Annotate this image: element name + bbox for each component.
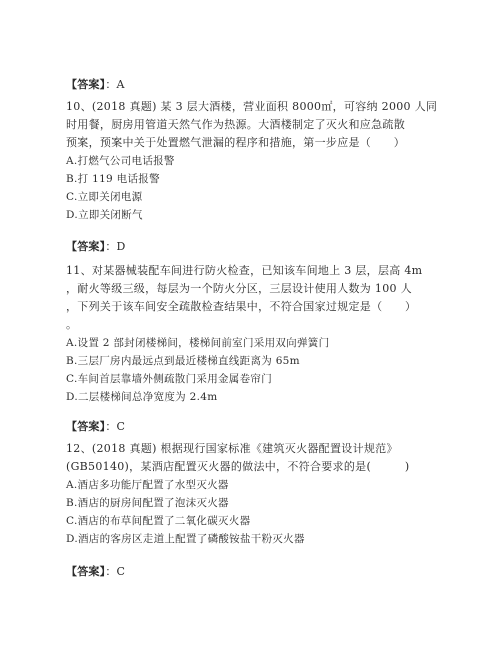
option-b: B.三层厂房内最远点到最近楼梯直线距离为 65m <box>66 355 300 367</box>
option-b: B.酒店的厨房间配置了泡沫灭火器 <box>66 497 229 509</box>
option-d: D.立即关闭断气 <box>66 209 143 221</box>
question-stem-line: 预案，预案中关于处置燃气泄漏的程序和措施，第一步应是（ ） <box>66 136 405 149</box>
option-c: C.车间首层靠墙外侧疏散门采用金属卷帘门 <box>66 373 272 385</box>
question-stem-line: ，下列关于该车间安全疏散检查结果中，不符合国家过规定是（ ） <box>66 300 417 313</box>
answer-value: C <box>116 565 126 578</box>
answer-label: 【答案】 <box>66 78 106 91</box>
answer-label: 【答案】 <box>66 240 106 253</box>
option-a: A.打燃气公司电话报警 <box>66 155 175 167</box>
question-stem-line: 时用餐，厨房用管道天然气作为热源。大酒楼制定了灭火和应急疏散 <box>66 118 405 131</box>
question-stem-line: 。 <box>66 318 78 331</box>
question-12 <box>66 440 438 548</box>
question-stem-line: 11、对某器械装配车间进行防火检查，已知该车间地上 3 层，层高 4m <box>66 264 423 277</box>
answer-block <box>66 238 126 254</box>
option-a: A.设置 2 部封闭楼梯间，楼梯间前室门采用双向弹簧门 <box>66 337 330 349</box>
answer-block <box>66 418 125 434</box>
answer-label: 【答案】 <box>66 420 106 433</box>
answer-value: D <box>116 240 126 253</box>
question-stem-line: 12、(2018 真题) 根据现行国家标准《建筑灭火器配置设计规范》 <box>66 442 398 455</box>
answer-separator: ： <box>105 565 117 578</box>
option-d: D.酒店的客房区走道上配置了磷酸铵盐干粉灭火器 <box>66 533 305 545</box>
question-11 <box>66 262 438 406</box>
question-stem-line: (GB50140)，某酒店配置灭火器的做法中，不符合要求的是( ) <box>66 460 410 473</box>
answer-block <box>66 563 125 579</box>
question-10 <box>66 98 438 224</box>
option-a: A.酒店多功能厅配置了水型灭火器 <box>66 479 229 491</box>
option-c: C.立即关闭电源 <box>66 191 143 203</box>
answer-block <box>66 76 125 92</box>
answer-label: 【答案】 <box>66 565 106 578</box>
answer-separator: ： <box>105 420 117 433</box>
answer-separator: ： <box>105 240 117 253</box>
answer-value: A <box>116 78 125 91</box>
question-stem-line: ，耐火等级三级，每层为一个防火分区，三层设计使用人数为 100 人 <box>66 282 412 295</box>
answer-value: C <box>116 420 126 433</box>
option-d: D.二层楼梯间总净宽度为 2.4m <box>66 391 218 403</box>
answer-separator: ： <box>105 78 117 91</box>
question-stem-line: 10、(2018 真题) 某 3 层大酒楼，营业面积 8000㎡，可容纳 2000 人同 <box>66 100 438 113</box>
option-b: B.打 119 电话报警 <box>66 173 160 185</box>
option-c: C.酒店的布草间配置了二氧化碳灭火器 <box>66 515 251 527</box>
